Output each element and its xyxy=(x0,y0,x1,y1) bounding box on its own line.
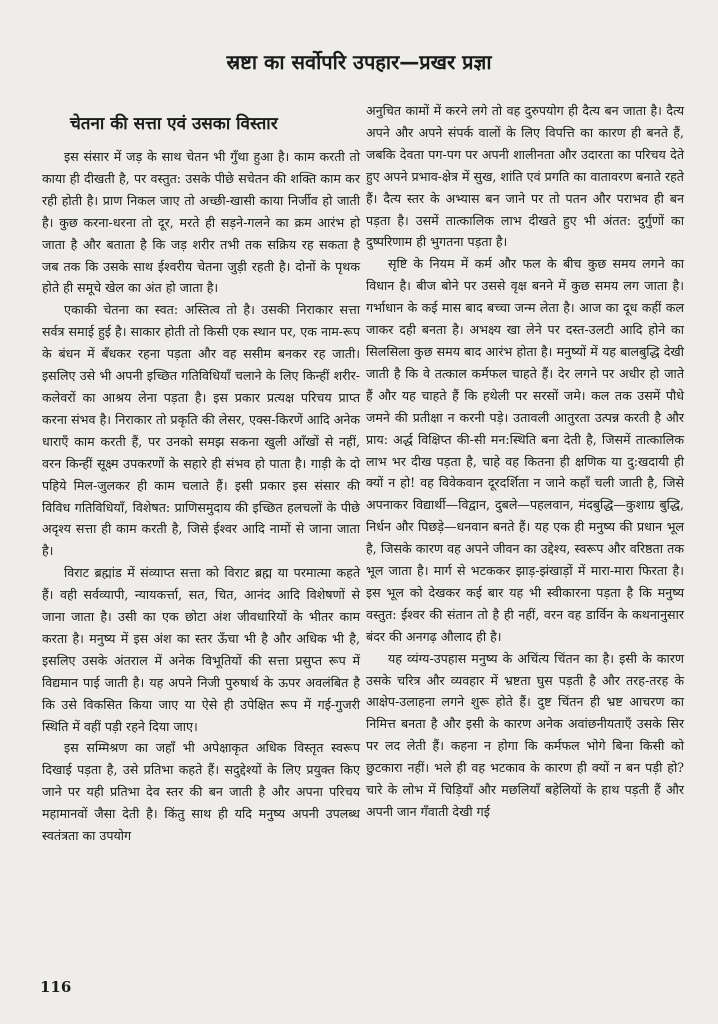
page-number: 116 xyxy=(40,978,72,996)
paragraph: सृष्टि के नियम में कर्म और फल के बीच कुछ समय लगने का विधान है। बीज बोने पर उससे वृक्ष बनने में कुछ समय लग जाता है। गर्भाधान के कई मास बाद बच्चा जन्म लेता है। आज का दूध कहीं कल जाकर दही बनता है। अभक्ष्य खा लेने पर दस्त-उलटी आदि होने का सिलसिला कुछ समय बाद आरंभ होता है। मनुष्यों में यह बालबुद्धि देखी जाती है कि वे तत्काल कर्मफल चाहते हैं। देर लगने पर अधीर हो जाते हैं और यह चाहते हैं कि हथेली पर सरसों जमे। कल तक उसमें पौधे जमने की प्रतीक्षा न करनी पड़े। उतावली आतुरता उत्पन्न करती है और प्राय: अर्द्ध विक्षिप्त की-सी मन:स्थिति बना देती है, जिसमें तात्कालिक लाभ भर दीख पड़ता है, चाहे वह कितना ही क्षणिक या दु:खदायी ही क्यों न हो! वह विवेकवान दूरदर्शिता न जाने कहाँ चली जाती है, जिसे अपनाकर विद्यार्थी—विद्वान, दुबले—पहलवान, मंदबुद्धि—कुशाग्र बुद्धि, निर्धन और पिछड़े—धनवान बनते हैं। यह एक ही मनुष्य की प्रधान भूल है, जिसके कारण वह अपने जीवन का उद्देश्य, स्वरूप और वरिष्ठता तक भूल जाता है। मार्ग से भटककर झाड़-झंखाड़ों में मारा-मारा फिरता है। इस भूल को देखकर कई बार यह भी स्वीकारना पड़ता है कि मनुष्य वस्तुत: ईश्वर की संतान तो है ही नहीं, वरन वह डार्विन के कथनानुसार बंदर की अनगढ़ औलाद ही है। xyxy=(366,256,684,644)
paragraph: एकाकी चेतना का स्वत: अस्तित्व तो है। उसकी निराकार सत्ता सर्वत्र समाई हुई है। साकार होती तो किसी एक स्थान पर, एक नाम-रूप के बंधन में बँधकर रहना पड़ता और वह ससीम बनकर रह जाती। इसलिए उसे भी अपनी इच्छित गतिविधियाँ चलाने के लिए किन्हीं शरीर-कलेवरों का आश्रय लेना पड़ता है। इस प्रकार प्रत्यक्ष परिचय प्राप्त करना संभव है। निराकार तो प्रकृति की लेसर, एक्स-किरणें आदि अनेक धाराएँ काम करती हैं, पर उनको समझ सकना खुली आँखों से नहीं, वरन किन्हीं सूक्ष्म उपकरणों के सहारे ही संभव हो पाता है। गाड़ी के दो पहिये मिल-जुलकर ही काम चलाते हैं। इसी प्रकार इस संसार की विविध गतिविधियाँ, विशेषत: प्राणिसमुदाय की इच्छित हलचलों के पीछे अदृश्य सत्ता ही काम करती है, जिसे ईश्वर आदि नामों से जाना जाता है। xyxy=(42,302,360,559)
paragraph: इस संसार में जड़ के साथ चेतन भी गुँथा हुआ है। काम करती तो काया ही दीखती है, पर वस्तुत: उसके पीछे सचेतन की शक्ति काम कर रही होती है। प्राण निकल जाए तो अच्छी-खासी काया निर्जीव हो जाती है। कुछ करना-धरना तो दूर, मरते ही सड़ने-गलने का क्रम आरंभ हो जाता है और बताता है कि जड़ शरीर तभी तक सक्रिय रह सकता है जब तक कि उसके साथ ईश्वरीय चेतना जुड़ी रहती है। दोनों के पृथक होते ही समूचे खेल का अंत हो जाता है। xyxy=(42,149,360,296)
paragraph: इस सम्मिश्रण का जहाँ भी अपेक्षाकृत अधिक विस्तृत स्वरूप दिखाई पड़ता है, उसे प्रतिभा कहते हैं। सदुद्देश्यों के लिए प्रयुक्त किए जाने पर यही प्रतिभा देव स्तर की बन जाती है और अपना परिचय महामानवों जैसा देती है। किंतु साथ ही यदि मनुष्य अपनी उपलब्ध स्वतंत्रता का उपयोग xyxy=(42,740,360,844)
paragraph: विराट ब्रह्मांड में संव्याप्त सत्ता को विराट ब्रह्म या परमात्मा कहते हैं। वही सर्वव्यापी, न्यायकर्त्ता, सत, चित, आनंद आदि विशेषणों से जाना जाता है। उसी का एक छोटा अंश जीवधारियों के भीतर काम करता है। मनुष्य में इस अंश का स्तर ऊँचा भी है और अधिक भी है, इसलिए उसके अंतराल में अनेक विभूतियों की सत्ता प्रसुप्त रूप में विद्यमान पाई जाती है। यह अपने निजी पुरुषार्थ के ऊपर अवलंबित है कि उसे विकसित किया जाए या ऐसे ही उपेक्षित रूप में गई-गुजरी स्थिति में वहीं पड़ी रहने दिया जाए। xyxy=(42,565,360,734)
right-column xyxy=(366,100,684,823)
page-title: स्रष्टा का सर्वोपरि उपहार—प्रखर प्रज्ञा xyxy=(226,50,492,74)
paragraph: यह व्यंग्य-उपहास मनुष्य के अचिंत्य चिंतन का है। इसी के कारण उसके चरित्र और व्यवहार में भ्रष्टता घुस पड़ती है और तरह-तरह के आक्षेप-उलाहना लगने शुरू होते हैं। दुष्ट चिंतन ही भ्रष्ट आचरण का निमित्त बनता है और इसी के कारण अनेक अवांछनीयताएँ उसके सिर पर लद लेती हैं। कहना न होगा कि कर्मफल भोगे बिना किसी को छुटकारा नहीं। भले ही वह भटकाव के कारण ही क्यों न बन पड़ी हो? चारे के लोभ में चिड़ियाँ और मछलियाँ बहेलियों के हाथ पड़ती हैं और अपनी जान गँवाती देखी गई xyxy=(366,650,684,819)
left-column xyxy=(42,100,360,847)
paragraph: अनुचित कामों में करने लगे तो वह दुरुपयोग ही दैत्य बन जाता है। दैत्य अपने और अपने संपर्क वालों के लिए विपत्ति का कारण ही बनते हैं, जबकि देवता पग-पग पर अपनी शालीनता और उदारता का परिचय देते हुए अपने प्रभाव-क्षेत्र में सुख, शांति एवं प्रगति का वातावरण बनाते रहते हैं। दैत्य स्तर के अभ्यास बन जाने पर तो पतन और पराभव ही बन पड़ता है। उसमें तात्कालिक लाभ दीखते हुए भी अंतत: दुर्गुणों का दुष्परिणाम ही भुगतना पड़ता है। xyxy=(366,103,684,250)
section-heading: चेतना की सत्ता एवं उसका विस्तार xyxy=(70,114,278,134)
